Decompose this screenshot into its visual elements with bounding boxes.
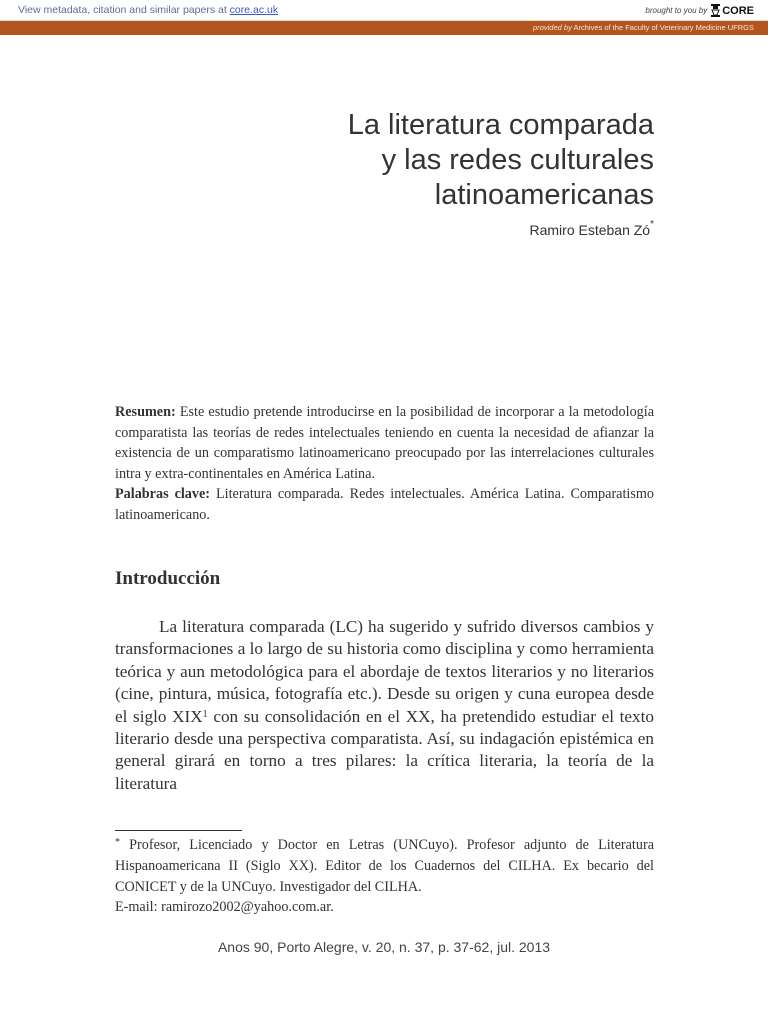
intro-text-part-2: con su consolidación en el XX, ha pretendido estudiar el texto literario desde una perspectiva comparatista. Así, su indagación epistémica en general girará en torno a tres pilares: la crítica literaria, la teoría de la literatura [115,706,654,793]
provided-by [533,23,754,32]
footnote-block [115,835,654,918]
title-line-1: La literatura comparada [347,109,654,141]
core-logo-icon [711,4,720,17]
author-name: Ramiro Esteban Zó [529,222,651,238]
brought-to-you[interactable] [645,3,754,18]
keywords-paragraph [115,484,654,525]
core-wordmark: CORE [722,4,754,17]
metadata-notice [18,4,278,16]
title-line-3: latinoamericanas [434,179,654,211]
intro-text-part-1: La literatura comparada (LC) ha sugerido y sufrido diversos cambios y transformaciones a lo largo de su historia como disciplina y como herramienta teórica y aun metodológica para el abordaje de textos literarios y no literarios (cine, pintura, música, fotografía etc.). Desde su origen y cuna europea desde el siglo XIX [115,617,654,726]
abstract-paragraph [115,402,654,484]
footnote-mark: * [115,837,120,848]
section-heading: Introducción [115,568,221,589]
author-line [529,219,654,238]
article-title [94,108,654,213]
metadata-prefix: View metadata, citation and similar papers at [18,4,230,16]
provider-bar [0,21,768,35]
author-footnote [115,835,654,897]
footnote-ref-1[interactable]: 1 [202,708,208,720]
core-link[interactable]: core.ac.uk [229,4,279,16]
author-footnote-mark[interactable]: * [650,219,654,230]
footnote-text: Profesor, Licenciado y Doctor en Letras (UNCuyo). Profesor adjunto de Literatura Hispanoamericana II (Siglo XX). Editor de los Cuadernos del CILHA. Ex becario del CONICET y de la UNCuyo. Investigador del CILHA. [115,837,654,895]
brought-by-label: brought to you by [645,6,708,15]
journal-citation: Anos 90, Porto Alegre, v. 20, n. 37, p. 37-62, jul. 2013 [217,939,551,955]
provided-by-prefix: provided by [533,23,572,32]
core-banner [0,0,768,21]
abstract-text: Este estudio pretende introducirse en la posibilidad de incorporar a la metodología comparatista las teorías de redes intelectuales teniendo en cuenta la necesidad de afianzar la existencia de un comparatismo latinoamericano preocupado por las interrelaciones culturales intra y extra-continentales en América Latina. [115,404,654,482]
author-email[interactable]: E-mail: ramirozo2002@yahoo.com.ar. [115,899,334,916]
abstract-block [115,402,654,525]
intro-paragraph [115,616,654,795]
abstract-label: Resumen: [115,404,176,420]
keywords-text: Literatura comparada. Redes intelectuales. América Latina. Comparatismo latinoamericano. [115,486,654,523]
core-logo [711,4,754,17]
provided-by-source: Archives of the Faculty of Veterinary Medicine UFRGS [571,23,754,32]
keywords-label: Palabras clave: [115,486,211,502]
title-line-2: y las redes culturales [381,144,654,176]
footnote-divider [115,830,242,831]
